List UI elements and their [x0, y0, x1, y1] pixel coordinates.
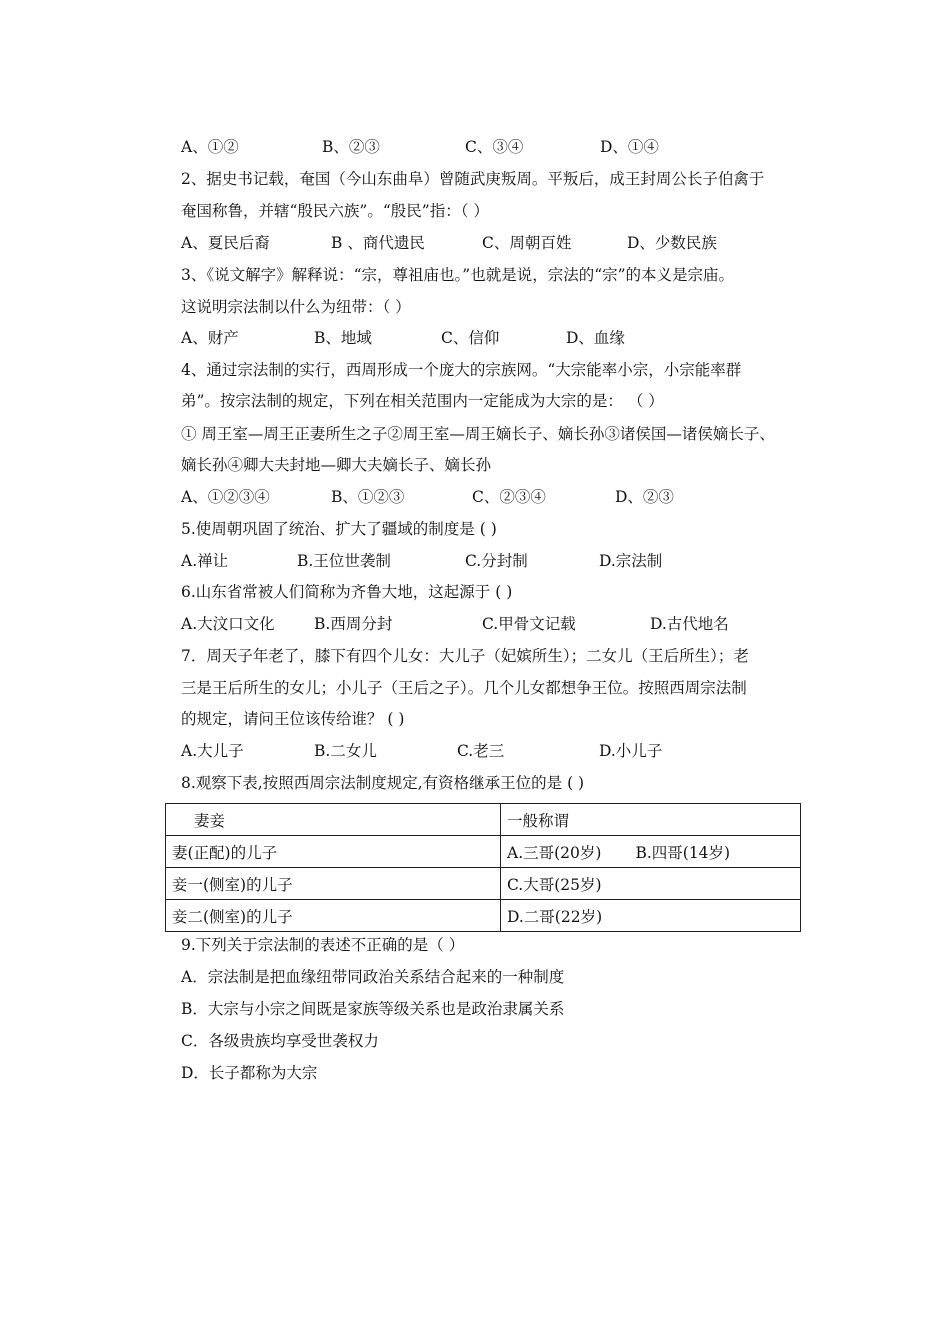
q7-stem-line1: 7．周天子年老了，膝下有四个儿女：大儿子（妃嫔所生）；二女儿（王后所生）；老: [181, 647, 749, 665]
table-cell: 妾一(侧室)的儿子: [166, 868, 501, 900]
q9-option-b: B．大宗与小宗之间既是家族等级关系也是政治隶属关系: [181, 1000, 565, 1018]
q3-option-c: C、信仰: [441, 329, 500, 347]
q3-stem-line1: 3、《说文解字》解释说：“宗，尊祖庙也。”也就是说，宗法的“宗”的本义是宗庙。: [181, 266, 735, 284]
q5-stem: 5.使周朝巩固了统治、扩大了疆域的制度是 ( ): [181, 520, 497, 538]
q5-option-c: C.分封制: [465, 552, 528, 570]
q2-option-c: C、周朝百姓: [482, 234, 572, 252]
q6-option-b: B.西周分封: [314, 615, 393, 633]
q7-stem-line3: 的规定，请问王位该传给谁？ ( ): [181, 710, 405, 728]
q2-option-b: B 、商代遗民: [331, 234, 425, 252]
q6-option-a: A.大汶口文化: [181, 615, 275, 633]
table-header-row: [166, 804, 801, 836]
table-cell: D.二哥(22岁): [501, 900, 801, 932]
q7-option-a: A.大儿子: [181, 742, 244, 760]
q3-stem-line2: 这说明宗法制以什么为纽带：（ ）: [181, 298, 411, 316]
q4-stem-line4: 嫡长孙④卿大夫封地—卿大夫嫡长子、嫡长孙: [181, 456, 492, 474]
q5-option-d: D.宗法制: [599, 552, 663, 570]
option-text: A.三哥(20岁): [507, 843, 602, 862]
q4-stem-line3: ① 周王室—周王正妻所生之子②周王室—周王嫡长子、嫡长孙③诸侯国—诸侯嫡长子、: [181, 425, 775, 443]
q4-option-b: B、①②③: [331, 488, 405, 506]
table-header-cell: 妻妾: [166, 804, 501, 836]
q2-stem-line2: 奄国称鲁，并辖“殷民六族”。“殷民”指：（ ）: [181, 202, 489, 220]
q9-option-d: D．长子都称为大宗: [181, 1064, 318, 1082]
q9-option-c: C．各级贵族均享受世袭权力: [181, 1032, 379, 1050]
q5-option-b: B.王位世袭制: [297, 552, 391, 570]
q1-option-b: B、②③: [322, 138, 380, 156]
q6-stem: 6.山东省常被人们简称为齐鲁大地，这起源于 ( ): [181, 583, 513, 601]
q6-option-d: D.古代地名: [650, 615, 729, 633]
q2-option-a: A、夏民后裔: [181, 234, 270, 252]
q5-option-a: A.禅让: [181, 552, 229, 570]
table-row: [166, 900, 801, 932]
q3-option-b: B、地域: [314, 329, 372, 347]
q7-option-c: C.老三: [457, 742, 505, 760]
q1-option-d: D、①④: [600, 138, 659, 156]
q7-stem-line2: 三是王后所生的女儿；小儿子（王后之子）。几个儿女都想争王位。按照西周宗法制: [181, 679, 747, 697]
table-row: [166, 868, 801, 900]
q7-option-d: D.小儿子: [599, 742, 663, 760]
table-cell: 妾二(侧室)的儿子: [166, 900, 501, 932]
q3-option-d: D、血缘: [566, 329, 625, 347]
q4-stem-line2: 弟”。按宗法制的规定，下列在相关范围内一定能成为大宗的是： （ ）: [181, 392, 664, 410]
succession-table: [165, 803, 801, 932]
q4-option-d: D、②③: [615, 488, 674, 506]
table-header-cell: 一般称谓: [501, 804, 801, 836]
q7-option-b: B.二女儿: [314, 742, 377, 760]
q1-option-a: A、①②: [181, 138, 239, 156]
q8-stem: 8.观察下表,按照西周宗法制度规定,有资格继承王位的是 ( ): [181, 774, 585, 792]
q6-option-c: C.甲骨文记载: [482, 615, 576, 633]
table-cell: 妻(正配)的儿子: [166, 836, 501, 868]
option-text: B.四哥(14岁): [635, 843, 731, 862]
q3-option-a: A、财产: [181, 329, 239, 347]
table-cell: C.大哥(25岁): [501, 868, 801, 900]
q4-option-c: C、②③④: [472, 488, 546, 506]
table-cell: [501, 836, 801, 868]
q9-option-a: A．宗法制是把血缘纽带同政治关系结合起来的一种制度: [181, 968, 565, 986]
q4-option-a: A、①②③④: [181, 488, 270, 506]
q9-stem: 9.下列关于宗法制的表述不正确的是（ ）: [181, 936, 465, 954]
q1-option-c: C、③④: [465, 138, 524, 156]
q2-option-d: D、少数民族: [627, 234, 717, 252]
table-row: [166, 836, 801, 868]
q2-stem-line1: 2、据史书记载，奄国（今山东曲阜）曾随武庚叛周。平叛后，成王封周公长子伯禽于: [181, 170, 765, 188]
q4-stem-line1: 4、通过宗法制的实行，西周形成一个庞大的宗族网。“大宗能率小宗，小宗能率群: [181, 361, 742, 379]
